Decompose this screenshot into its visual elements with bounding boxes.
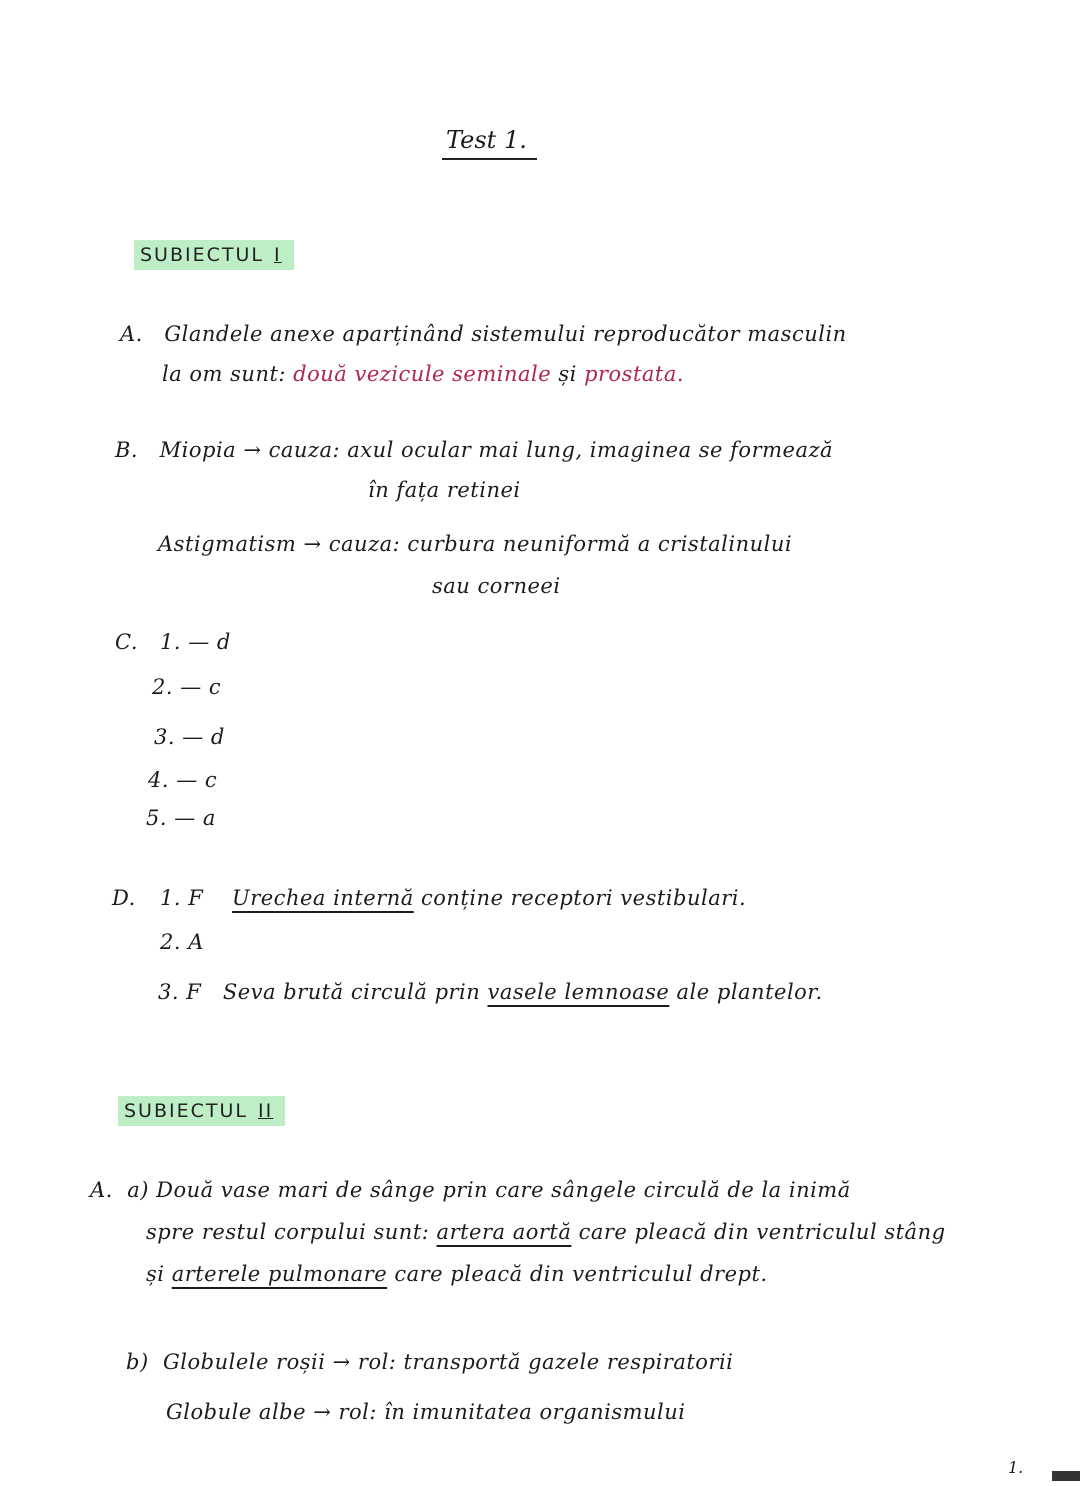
s1-a-line2 [162, 362, 684, 386]
s1-b-astigmatism-line1: Astigmatism → cauza: curbura neuniformă a cristalinului [158, 532, 793, 556]
s1-c-item: 4. — c [148, 768, 218, 792]
item-underlined: Urechea internă [232, 886, 414, 910]
s2-a-a-text: Două vase mari de sânge prin care sângele circulă de la inimă [156, 1178, 851, 1202]
s1-c-item: 1. — d [160, 630, 231, 654]
s2-a-marker: A. [90, 1178, 113, 1202]
item-value: A [188, 930, 204, 954]
item-text: ale plantelor. [676, 980, 823, 1004]
item-answer: d [216, 630, 231, 654]
s2-a-underlined: arterele pulmonare [171, 1262, 388, 1286]
s1-c-marker: C. [115, 630, 138, 654]
page-number: 1. [1008, 1458, 1024, 1477]
item-number: 4. [148, 768, 170, 792]
item-answer: d [210, 725, 225, 749]
s1-c-item: 5. — a [146, 806, 216, 830]
s1-c-item: 3. — d [154, 725, 225, 749]
item-number: 2. [152, 675, 174, 699]
s1-d-item-2 [160, 930, 204, 954]
item-number: 3. [158, 980, 180, 1004]
item-value: F [186, 980, 202, 1004]
scan-corner-mark [1052, 1471, 1080, 1481]
section-label: SUBIECTUL [124, 1100, 248, 1122]
s1-b-marker: B. [115, 438, 139, 462]
s2-a-line3 [146, 1262, 768, 1286]
s2-a-underlined: artera aortă [436, 1220, 572, 1244]
s1-b-miopia: Miopia → cauza: axul ocular mai lung, imaginea se formează [159, 438, 834, 462]
s2-a-text: care pleacă din ventriculul drept. [394, 1262, 768, 1286]
s2-a-text: spre restul corpului sunt: [146, 1220, 430, 1244]
s2-a-text: care pleacă din ventriculul stâng [578, 1220, 946, 1244]
section-roman: I [273, 244, 282, 266]
s2-b-line1 [126, 1350, 733, 1374]
s1-a-marker: A. [120, 322, 143, 346]
s1-a-answer-2: prostata. [584, 362, 685, 386]
section-label: SUBIECTUL [140, 244, 264, 266]
s2-a-a-marker: a) [127, 1178, 149, 1202]
item-number: 3. [154, 725, 176, 749]
s1-a-answer-1: două vezicule seminale [293, 362, 552, 386]
s1-b-astigmatism-line2: sau corneei [432, 574, 561, 598]
s1-a-text: Glandele anexe aparținând sistemului reproducător masculin [164, 322, 847, 346]
item-answer: c [204, 768, 218, 792]
s1-d-item-1 [160, 886, 746, 910]
s1-c-item: 2. — c [152, 675, 222, 699]
s1-d-item-3 [158, 980, 823, 1004]
s2-a-text: și [146, 1262, 165, 1286]
s1-d-marker: D. [112, 886, 136, 910]
item-number: 2. [160, 930, 182, 954]
item-number: 1. [160, 886, 182, 910]
s2-b-line2: Globule albe → rol: în imunitatea organismului [166, 1400, 686, 1424]
s2-b-marker: b) [126, 1350, 149, 1374]
item-value: F [188, 886, 204, 910]
s2-a-line2 [146, 1220, 946, 1244]
s1-a-prefix: la om sunt: [162, 362, 286, 386]
s2-b-text: Globulele roșii → rol: transportă gazele respiratorii [163, 1350, 734, 1374]
item-number: 1. [160, 630, 182, 654]
section-roman: II [257, 1100, 274, 1122]
page-title: Test 1. [442, 126, 537, 160]
item-underlined: vasele lemnoase [487, 980, 670, 1004]
s1-b-miopia-line2: în fața retinei [368, 478, 521, 502]
section-heading-subiectul-1 [134, 240, 294, 270]
s1-b-line1 [115, 438, 833, 462]
item-answer: a [202, 806, 216, 830]
item-text: conține receptori vestibulari. [420, 886, 747, 910]
item-answer: c [208, 675, 222, 699]
s1-a-line1 [120, 322, 847, 346]
s1-a-connector: și [558, 362, 577, 386]
item-number: 5. [146, 806, 168, 830]
section-heading-subiectul-2 [118, 1096, 285, 1126]
s2-a-line1 [90, 1178, 851, 1202]
item-text: Seva brută circulă prin [222, 980, 481, 1004]
